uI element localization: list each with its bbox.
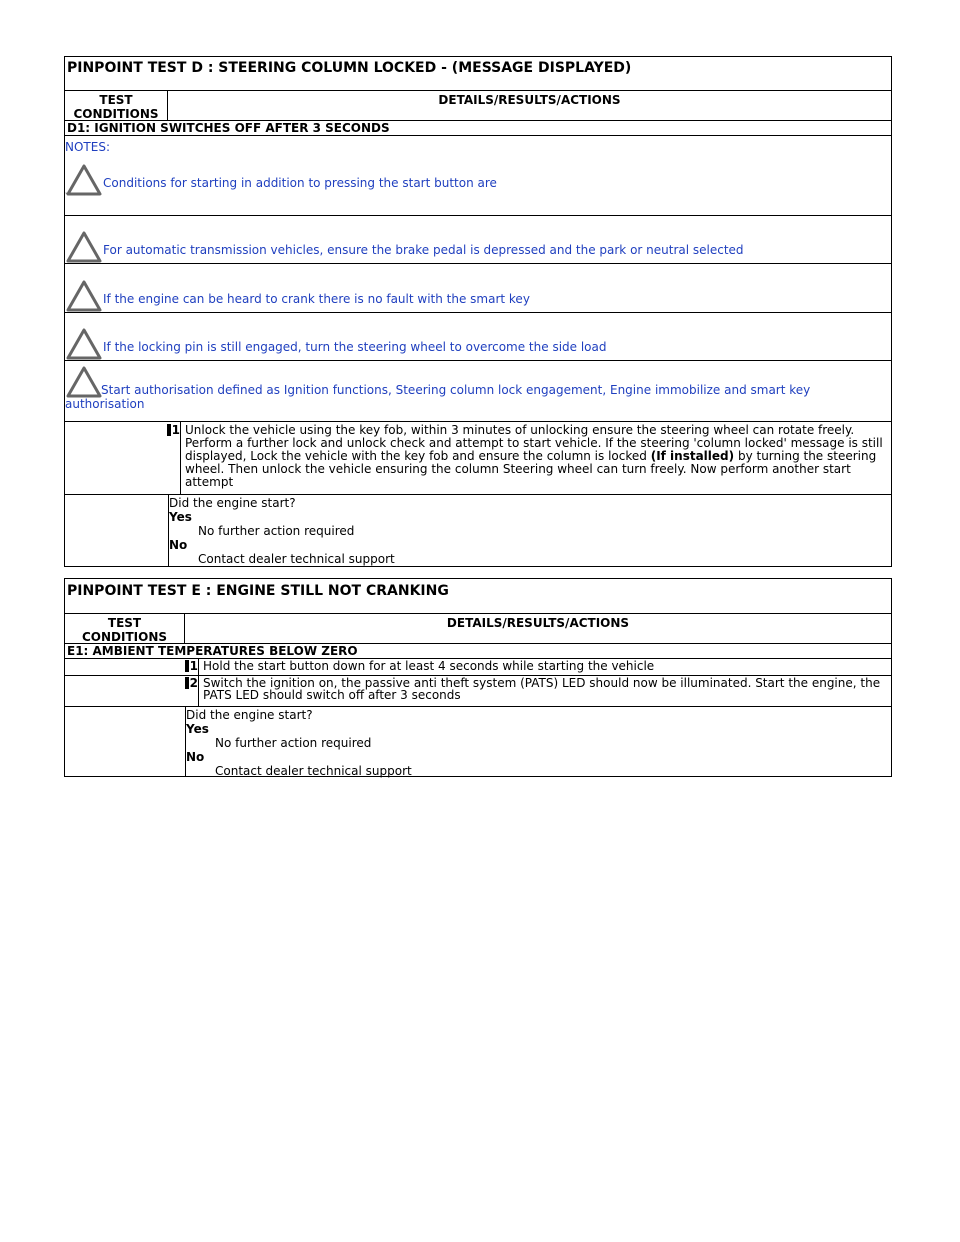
- test-e-result: [65, 706, 891, 776]
- test-d-title: PINPOINT TEST D : STEERING COLUMN LOCKED - (MESSAGE DISPLAYED): [67, 60, 632, 76]
- test-d-result: [65, 494, 891, 566]
- yes-label: Yes: [186, 722, 209, 736]
- step-text: Unlock the vehicle using the key fob, within 3 minutes of unlocking ensure the steering wheel can rotate freely. Perform a further lock and unlock check and attempt to start vehicle. If the steering 'column locked' message is still displayed, Lock the vehicle with the key fob and ensure the column is locked (If installed) by turning the steering wheel. Then unlock the vehicle ensuring the column Steering wheel can turn freely. Now perform another start attempt: [185, 423, 883, 489]
- test-e-header-right: DETAILS/RESULTS/ACTIONS: [446, 616, 630, 630]
- notes-label: NOTES:: [65, 140, 110, 154]
- test-d-step-header: D1: IGNITION SWITCHES OFF AFTER 3 SECONDS: [67, 121, 390, 135]
- yes-action: No further action required: [215, 736, 372, 750]
- question: Did the engine start?: [186, 708, 313, 722]
- note-item: Conditions for starting in addition to pressing the start button are: [65, 162, 891, 196]
- test-d-header-right: DETAILS/RESULTS/ACTIONS: [438, 93, 621, 107]
- test-e-step-header: E1: AMBIENT TEMPERATURES BELOW ZERO: [67, 644, 358, 658]
- test-d-step-1: [65, 421, 891, 494]
- test-d-header-left: TEST CONDITIONS: [65, 91, 168, 120]
- step-number: 2: [185, 677, 198, 689]
- test-e-title: PINPOINT TEST E : ENGINE STILL NOT CRANKING: [67, 583, 449, 599]
- no-action: Contact dealer technical support: [215, 764, 412, 778]
- test-e-header-left: TEST CONDITIONS: [65, 614, 185, 643]
- step-number: 1: [185, 660, 198, 672]
- no-action: Contact dealer technical support: [198, 552, 395, 566]
- yes-label: Yes: [169, 510, 192, 524]
- step-number: 1: [167, 424, 180, 436]
- result-block: [186, 707, 891, 776]
- caution-icon: [65, 326, 103, 360]
- caution-icon: [65, 278, 103, 312]
- note-item: If the engine can be heard to crank there is no fault with the smart key: [65, 263, 891, 312]
- pinpoint-test-e-table: [64, 578, 892, 777]
- caution-icon: [65, 229, 103, 263]
- test-e-step-1: [65, 658, 891, 675]
- note-item: If the locking pin is still engaged, turn the steering wheel to overcome the side load: [65, 312, 891, 360]
- note-item: For automatic transmission vehicles, ensure the brake pedal is depressed and the park or neutral selected: [65, 215, 891, 263]
- step-text: Switch the ignition on, the passive anti theft system (PATS) LED should now be illuminated. Start the engine, the PATS LED should switch off after 3 seconds: [203, 676, 881, 702]
- question: Did the engine start?: [169, 496, 296, 510]
- test-e-step-2: [65, 675, 891, 706]
- caution-icon: [65, 162, 103, 196]
- yes-action: No further action required: [198, 524, 355, 538]
- no-label: No: [169, 538, 188, 552]
- result-block: [169, 495, 891, 566]
- note-item: Start authorisation defined as Ignition functions, Steering column lock engagement, Engine immobilize and smart key authorisation: [65, 360, 891, 421]
- step-text: Hold the start button down for at least 4 seconds while starting the vehicle: [203, 659, 655, 673]
- pinpoint-test-d-table: [64, 56, 892, 567]
- no-label: No: [186, 750, 205, 764]
